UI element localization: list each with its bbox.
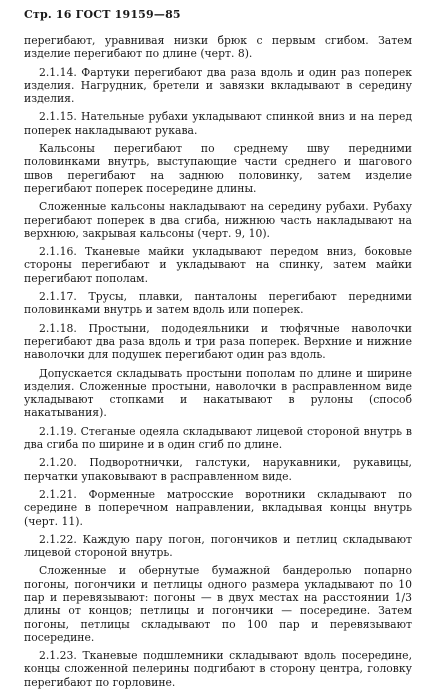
- paragraph: Кальсоны перегибают по среднему шву передними половинками внутрь, выступающие части среднего и шагового швов перегибают на заднюю половинку, затем изделие перегибают поперек посередине длины.: [24, 142, 412, 195]
- paragraph: 2.1.22. Каждую пару погон, погончиков и петлиц складывают лицевой стороной внутрь.: [24, 532, 412, 560]
- paragraph: 2.1.15. Нательные рубахи укладывают спинкой вниз и на перед поперек накладывают рукава.: [24, 110, 412, 137]
- paragraph: перегибают, уравнивая низки брюк с первым сгибом. Затем изделие перегибают по длине (черт. 8).: [24, 34, 412, 61]
- paragraph: Допускается складывать простыни пополам по длине и ширине изделия. Сложенные простыни, наволочки в расправленном виде укладывают стопками и накатывают в рулоны (способ накатывания).: [24, 366, 412, 420]
- paragraph: Сложенные и обернутые бумажной бандеролью попарно погоны, погончики и петлицы одного размера укладывают по 10 пар и перевязывают: погоны — в двух местах на расстоянии 1/3 длины от концов; петлицы и погончики — посередине. Затем погоны, петлицы складывают по 100 пар и перевязывают посередине.: [24, 564, 412, 644]
- paragraph: 2.1.21. Форменные матросские воротники складывают по середине в поперечном направлении, вкладывая концы внутрь (черт. 11).: [24, 487, 412, 528]
- document-body: [24, 34, 412, 694]
- page-header: Стр. 16 ГОСТ 19159—85: [24, 8, 181, 21]
- paragraph: 2.1.20. Подворотнички, галстуки, нарукавники, рукавицы, перчатки упаковывают в расправленном виде.: [24, 456, 412, 483]
- paragraph: 2.1.16. Тканевые майки укладывают передом вниз, боковые стороны перегибают и укладывают на спинку, затем майки перегибают пополам.: [24, 245, 412, 285]
- paragraph: 2.1.18. Простыни, пододеяльники и тюфячные наволочки перегибают два раза вдоль и три раза поперек. Верхние и нижние наволочки для подушек перегибают один раз вдоль.: [24, 321, 412, 362]
- paragraph: 2.1.23. Тканевые подшлемники складывают вдоль посередине, концы сложенной пелерины подгибают в сторону центра, головку перегибают по горловине.: [24, 649, 412, 689]
- paragraph: 2.1.17. Трусы, плавки, панталоны перегибают передними половинками внутрь и затем вдоль или поперек.: [24, 290, 412, 317]
- paragraph: 2.1.19. Стеганые одеяла складывают лицевой стороной внутрь в два сгиба по ширине и в один сгиб по длине.: [24, 424, 412, 452]
- paragraph: Сложенные кальсоны накладывают на середину рубахи. Рубаху перегибают поперек в два сгиба, нижнюю часть накладывают на верхнюю, закрывая кальсоны (черт. 9, 10).: [24, 200, 412, 240]
- paragraph: 2.1.14. Фартуки перегибают два раза вдоль и один раз поперек изделия. Нагрудник, бретели и завязки вкладывают в середину изделия.: [24, 65, 412, 106]
